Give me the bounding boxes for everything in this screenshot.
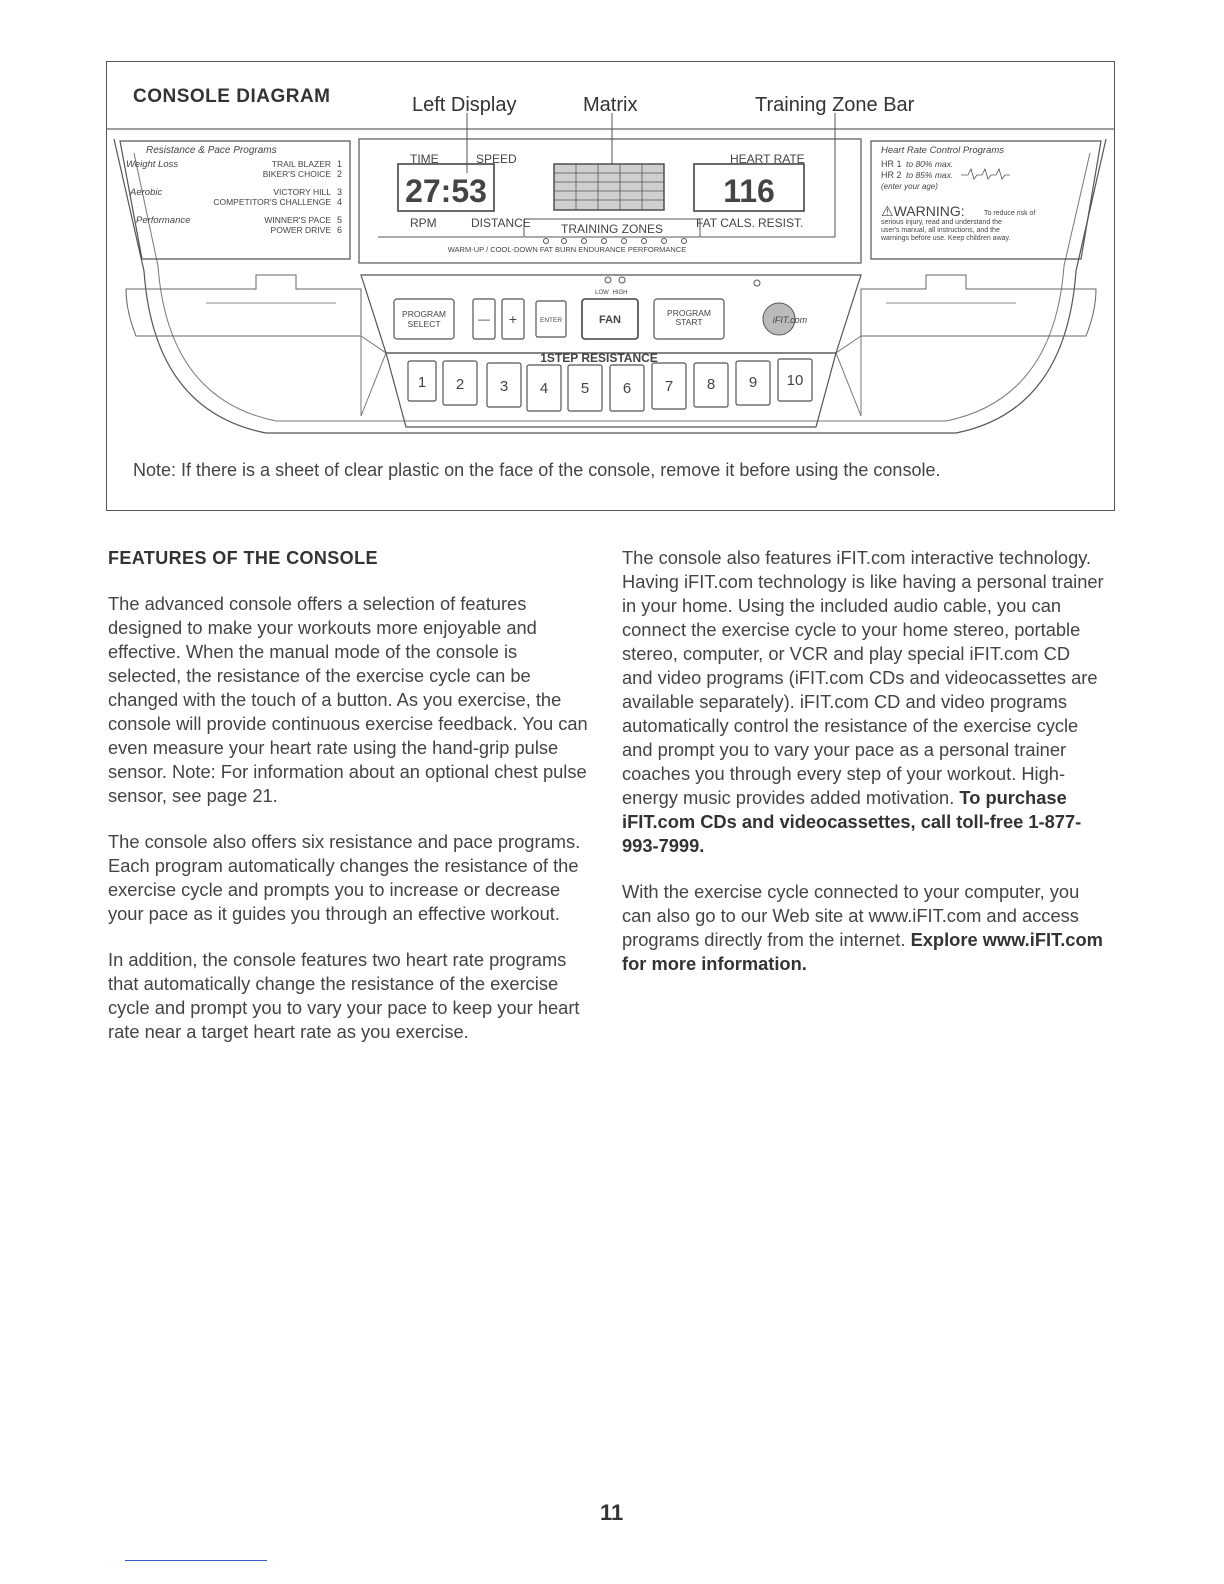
- program-num-6: 6: [337, 225, 343, 235]
- callout-training-zone-bar: Training Zone Bar: [755, 94, 915, 116]
- hr2-text: to 85% max.: [906, 170, 954, 180]
- enter-label: ENTER: [539, 317, 563, 324]
- program-start-line-2: START: [675, 317, 703, 327]
- category-weight-loss: Weight Loss: [126, 159, 179, 170]
- program-winners-pace: WINNER'S PACE: [264, 215, 331, 225]
- features-paragraph-3: In addition, the console features two heart rate programs that automatically change the resistance of the exercise cycle and prompt you to vary your pace to keep your heart rate near a target heart rate as you exercise.: [108, 949, 580, 1042]
- website-paragraph: With the exercise cycle connected to your computer, you can also go to our Web site at www.iFIT.com and access programs directly from the internet. Explore www.iFIT.com for more information.: [622, 881, 1103, 974]
- resistance-key-label-2: 2: [455, 376, 465, 393]
- warning-label: ⚠WARNING:: [881, 203, 965, 219]
- program-num-1: 1: [337, 159, 343, 169]
- plus-label: +: [508, 311, 518, 327]
- left-lcd-value: 27:53: [405, 173, 487, 209]
- category-aerobic: Aerobic: [130, 187, 163, 198]
- resistance-key-label-8: 8: [706, 376, 716, 393]
- warning-line-2: serious injury, read and understand the: [881, 219, 1002, 226]
- page-number: 11: [600, 1500, 624, 1525]
- purchase-info: To purchase iFIT.com CDs and videocassettes, call toll-free 1-877-993-7999.: [622, 787, 1082, 856]
- console-drawing: [106, 61, 1115, 511]
- program-trail-blazer: TRAIL BLAZER: [271, 159, 331, 169]
- matrix-display: [554, 164, 664, 210]
- speed-label: SPEED: [476, 152, 517, 166]
- warning-line-1: To reduce risk of: [984, 210, 1036, 217]
- left-panel-title: Resistance & Pace Programs: [146, 145, 277, 156]
- program-select-line-2: SELECT: [407, 319, 441, 329]
- features-paragraph-2: The console also offers six resistance and pace programs. Each program automatically changes the resistance of the exercise cycle and prompts you to increase or decrease your pace as it guides you through an effective workout.: [108, 831, 581, 924]
- diagram-note: Note: If there is a sheet of clear plastic on the face of the console, remove it before using the console.: [133, 460, 941, 480]
- program-start-line-1: PROGRAM: [667, 308, 711, 318]
- fan-label: FAN: [599, 314, 621, 326]
- explore-info: Explore www.iFIT.com for more information.: [622, 929, 1103, 974]
- program-power-drive: POWER DRIVE: [270, 225, 331, 235]
- program-select-line-1: PROGRAM: [402, 309, 446, 319]
- ifit-logo-text: iFIT.com: [772, 315, 808, 325]
- program-num-5: 5: [337, 215, 343, 225]
- heartbeat-icon: [961, 169, 1010, 179]
- program-num-3: 3: [337, 187, 343, 197]
- resistance-key-label-9: 9: [748, 374, 758, 391]
- category-performance: Performance: [136, 215, 191, 226]
- warning-line-4: warnings before use. Keep children away.: [881, 235, 1011, 242]
- resistance-key-label-7: 7: [664, 378, 674, 395]
- time-label: TIME: [410, 152, 439, 166]
- resist-label: RESIST.: [758, 216, 804, 230]
- hr2-label: HR 2: [881, 170, 902, 180]
- zones-caption: WARM-UP / COOL-DOWN FAT BURN ENDURANCE PERFORMANCE: [447, 245, 687, 254]
- minus-label: —: [478, 312, 490, 326]
- fan-high-label: HIGH: [612, 290, 628, 296]
- right-panel-title: Heart Rate Control Programs: [881, 145, 1005, 156]
- program-num-2: 2: [337, 169, 343, 179]
- resistance-key-label-4: 4: [539, 380, 549, 397]
- features-paragraph-1: The advanced console offers a selection of features designed to make your workouts more enjoyable and effective. When the manual mode of the console is selected, the resistance of the exercise cycle can be changed with the touch of a button. As you exercise, the console will provide continuous exercise feedback. You can even measure your heart rate using the hand-grip pulse sensor. Note: For information about an optional chest pulse sensor, see page 21.: [108, 593, 588, 806]
- training-zones-label: TRAINING ZONES: [560, 222, 664, 236]
- warning-line-3: user's manual, all instructions, and the: [881, 227, 1000, 234]
- features-left-column: [108, 546, 590, 1066]
- resistance-key-label-3: 3: [499, 378, 509, 395]
- heart-rate-label: HEART RATE: [730, 152, 805, 166]
- resistance-key-label-6: 6: [622, 380, 632, 397]
- diagram-title: CONSOLE DIAGRAM: [133, 86, 331, 107]
- program-bikers-choice: BIKER'S CHOICE: [262, 169, 331, 179]
- program-competitors-challenge: COMPETITOR'S CHALLENGE: [213, 197, 331, 207]
- ifit-paragraph: The console also features iFIT.com interactive technology. Having iFIT.com technology is like having a personal trainer in your home. Using the included audio cable, you can connect the exercise cycle to your home stereo, portable stereo, computer, or VCR and play special iFIT.com CD and video programs (iFIT.com CDs and videocassettes are available separately). iFIT.com CD and video programs automatically control the resistance of the exercise cycle and prompt you to vary your pace as a personal trainer coaches you through every step of your workout. High-energy music provides added motivation. To purchase iFIT.com CDs and videocassettes, call toll-free 1-877-993-7999.: [622, 547, 1104, 856]
- right-lcd-value: 116: [723, 173, 775, 209]
- callout-left-display: Left Display: [412, 94, 517, 116]
- footer-rule: [125, 1560, 267, 1561]
- fan-low-label: LOW: [595, 290, 609, 296]
- fat-cals-label: FAT CALS.: [696, 216, 755, 230]
- age-note: (enter your age): [881, 182, 938, 191]
- features-right-column: [622, 546, 1104, 998]
- features-heading: FEATURES OF THE CONSOLE: [108, 548, 378, 568]
- resistance-key-label-10: 10: [786, 372, 804, 389]
- hr1-text: to 80% max.: [906, 159, 954, 169]
- rpm-label: RPM: [410, 216, 437, 230]
- resistance-key-label-5: 5: [580, 380, 590, 397]
- hr1-label: HR 1: [881, 159, 902, 169]
- program-victory-hill: VICTORY HILL: [273, 187, 331, 197]
- callout-matrix: Matrix: [583, 94, 638, 116]
- distance-label: DISTANCE: [471, 216, 531, 230]
- resistance-label: 1STEP RESISTANCE: [540, 351, 658, 365]
- program-num-4: 4: [337, 197, 343, 207]
- resistance-key-label-1: 1: [417, 374, 427, 391]
